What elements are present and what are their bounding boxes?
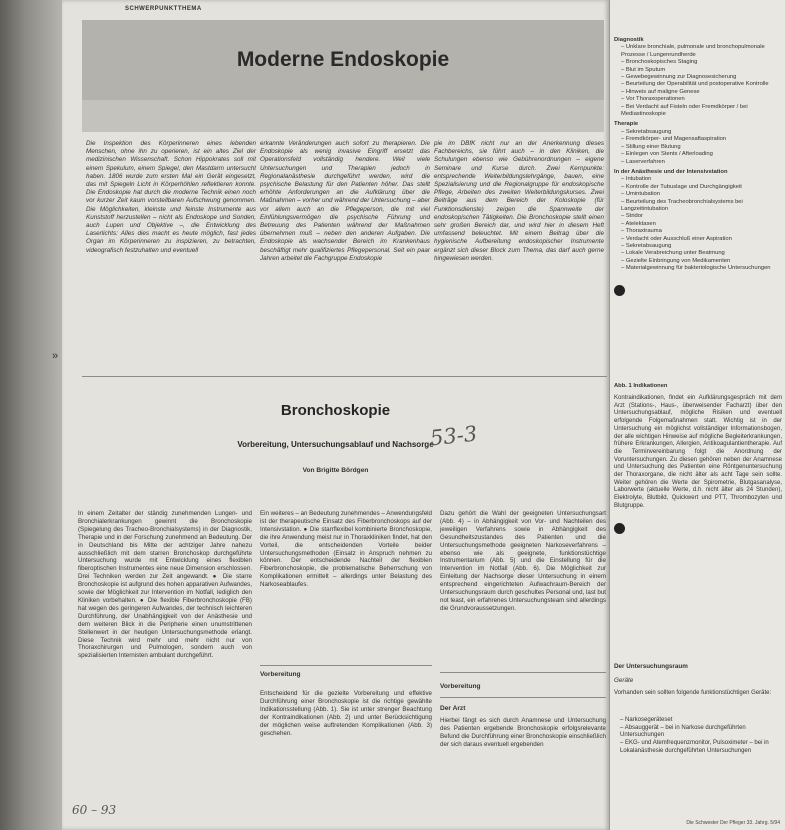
right-page (609, 0, 785, 830)
section-subheading: Geräte (614, 677, 634, 684)
list-item: – Thoraxtrauma (621, 228, 780, 235)
page-number: 60 – 93 (72, 803, 117, 817)
article-column-3b: Hierbei fängt es sich durch Anamnese und Untersuchung des Patienten ergebende Bronchoskopie erfolgsrelevante Befund die Durchführung einer Bronchoskopie einschließlich der sich daraus eventuell ergebenden (440, 717, 606, 748)
punch-hole (614, 285, 625, 296)
list-item: – Gewebegewinnung zur Diagnosesicherung (621, 74, 780, 81)
equipment-list (614, 717, 782, 756)
list-item: – Umintubation (621, 191, 780, 198)
list-item: – Fremdkörper- und Magensaftaspiration (621, 136, 780, 143)
article-column-3a: Dazu gehört die Wahl der geeigneten Untersuchungsart (Abb. 4) – in Abhängigkeit von Vor- und Nachteilen des jeweiligen Verfahrens sowie in Abhängigkeit des Gesundheitszustandes des Patienten und die Untersuchungsmethode geeigneten Narkoseverfahrens – ebenso wie als geeignete, funktionstüchtige Instrumentarium (Abb. 5) und die Einstellung für die Intervention im Notfall (Abb. 6). Die Möglichkeit zur Einleitung der Nachsorge dieser Untersuchung in einem entsprechend eingerichteten Aufwachraum-Bereich der Untersuchungsraum durch geschultes Personal und, last but not least, ein erfahrenes Untersuchungsteam sind allerdings die Grundvoraussetzungen. (440, 510, 606, 612)
section-heading: Der Untersuchungsraum (614, 663, 688, 670)
list-item: – Intubation (621, 176, 780, 183)
list-item: – Blut im Sputum (621, 67, 780, 74)
article-column-2b: Entscheidend für die gezielte Vorbereitung und effektive Durchführung einer Bronchoskopie ist die richtige gewählte Indikationsstellung (Abb. 1). Sie ist unter strenger Beachtung der Kontraindikationen (Abb. 2) und unter Berücksichtigung der möglichen weise auftretenden Komplikationen (Abb. 3) geschehen. (260, 690, 432, 737)
list-item: – Bronchoskopisches Staging (621, 59, 780, 66)
left-page (62, 0, 609, 830)
title-band (82, 20, 604, 132)
intro-column-3: pie im DBfK nicht nur an der Anerkennung dieses Fachbereichs, sie führt auch – in den Kliniken, die Schulungen ebenso wie Gebührenordnungen – eigene Seminare und Kurse durch. Zwei Kernpunkte: entsprechende Weiterbildungslehrgänge, bauen, eine Spezialisierung und die Regionalgruppe für endoskopische Pflege, Arbeiten des zweiten Weiterbildungskurses. Zwei Beiträge aus dem Bereich der Koloskopie (für Funktionsdienste) zeigen die Spannweite der endoskopischen Tätigkeiten. Die Bronchoskopie stellt einen sehr großen Bereich dar, und wird hier in diesem Heft umfassend beleuchtet. Mit einem Beitrag über die hygienische Aufbereitung endoskopischer Instrumente ergänzt sich dieser Block zum Thema, das darf auch gerne hingewiesen werden. (434, 140, 604, 262)
list-item: – Materialgewinnung für bakteriologische Untersuchungen (621, 265, 780, 272)
section-heading: Der Arzt (440, 705, 466, 712)
scan-binding-shadow (0, 0, 62, 830)
folio: Die Schwester Der Pfleger 33. Jahrg. 5/94 (686, 820, 780, 826)
list-item: – Atelektasen (621, 221, 780, 228)
sidebar-text: Kontraindikationen, findet ein Aufklärungsgespräch mit dem Arzt (Stations-, Haus-, überweisender Facharzt) über den Untersuchungsablauf, mögliche Risiken und eventuell erfolgende Folgemaßnahmen statt. Wichtig ist in der Untersuchung ein möglichst vollständiger Informationsbogen, der alle wichtigen Hinweise auf mögliche Begleiterkrankungen, frühere Erkrankungen, Allergien, Antikoagulantientherapie. Auf die Terminvereinbarung folgt die Anordnung der Voruntersuchungen. Zu diesen gehören neben der Anamnese und Untersuchung des Patienten eine Röntgenuntersuchung der Thoraxorgane, die nicht älter als acht Tage sein sollte. Weiter gehören die Werte der Spirometrie, Blutgasanalyse, Laborwerte (aktuelle Werte, d.h. nicht älter als 24 Stunden), Elektrolyte, Blutbild, Quickwert und PTT, Thrombozyten und Blutgruppe. (614, 395, 782, 509)
divider (440, 697, 606, 698)
intro-column-1: Die Inspektion des Körperinneren eines lebenden Menschen, ohne ihn zu operieren, ist ein altes Ziel der medizinischen Wissenschaft. Schon Hippokrates soll mit einem Spekulum, einem Spiegel, den Mastdarm untersucht haben. 1806 wurde zum ersten Mal ein Gerät eingesetzt, das mit Spiegeln Licht in Körperhöhlen reflektieren konnte. Die Endoskopie hat durch die moderne Technik einen noch vor kurzer Zeit kaum vorstellbaren Aufschwung genommen. Die Möglichkeiten, kleinste und feinste Instrumente aus Kunststoff herzustellen – nicht als Endoskope und Sonden, auch Lupen und Objektive –, die Entwicklung des Laserlichts: Alles dies macht es heute möglich, fast jedes Organ im Körperinneren zu inspizieren, zu betrachten, videografisch festzuhalten und eventuell (86, 140, 256, 254)
list-item: – Stridor (621, 213, 780, 220)
section-rubric: SCHWERPUNKTTHEMA (125, 6, 202, 12)
list-item: – Hinweis auf maligne Genese (621, 89, 780, 96)
group-title: In der Anästhesie und der Intensivstation (614, 168, 728, 175)
indications-box (614, 34, 780, 273)
list-item: – Verdacht oder Ausschluß einer Aspiration (621, 236, 780, 243)
article-title: Bronchoskopie (280, 402, 391, 419)
list-item: – Lokale Verabreichung unter Beatmung (621, 250, 780, 257)
divider (82, 376, 607, 377)
list-item: – Einlegen von Stents / Afterloading (621, 151, 780, 158)
list-item: – Laserverfahren (621, 159, 780, 166)
article-subtitle: Vorbereitung, Untersuchungsablauf und Nachsorge (237, 440, 434, 449)
list-item: – Sekretabsaugung (621, 129, 780, 136)
list-item: – Unklare bronchiale, pulmonale und bronchopulmonale Prozesse / Lungenrundherde (621, 44, 780, 59)
list-item: – Beurteilung des Tracheobronchialsystems bei Langzeitintubation (621, 199, 780, 214)
list-item: – Kontrolle der Tubuslage und Durchgängigkeit (621, 184, 780, 191)
article-column-2a: Ein weiteres – an Bedeutung zunehmendes – Anwendungsfeld ist der therapeutische Einsatz des Fiberbronchoskops auf der Intensivstation. ● Die starrflexibel kombinierte Bronchoskopie, die ihre Anwendung meist nur in Thoraxkliniken findet, hat den Vorteil, die entscheidenden Vorteile beider Untersuchungsmethoden (Einsatz in Anspruch nehmen zu können. Der entscheidende Nachteil der flexiblen Fiberbronchoskopie, die problematische Beherrschung von Komplikationen ermittelt – allerdings unter Belastung des Narkoseablaufes. (260, 510, 432, 589)
article-author: Von Brigitte Bördgen (302, 467, 369, 474)
figure-caption: Abb. 1 Indikationen (614, 383, 668, 389)
intro-column-2: erkannte Veränderungen auch sofort zu therapieren. Die Endoskopie als wenig invasive Eingriff ersetzt das Operationsfeld vollständig hendere. Weil viele Untersuchungen und Therapien jedoch in Regionalanästhesie durchgeführt werden, wird die psychische Belastung für den Patienten höher. Das stellt erhöhte Anforderungen an die Aufklärung über die Maßnahmen – vorher und während der Untersuchung – aber vor allem auch an die Pflegeperson, die mit viel Einfühlungsvermögen die psychische Führung und Betreuung des Patienten während der Maßnahmen übernehmen muß – neben den anderen Aufgaben. Die Endoskopie als wachsender Bereich im Krankenhaus beschäftigt mehr qualifiziertes Pflegepersonal. Seit ein paar Jahren arbeitet die Fachgruppe Endoskopie (260, 140, 430, 262)
list-item: – Gezielte Einbringung von Medikamenten (621, 258, 780, 265)
list-item: – Bei Verdacht auf Fisteln oder Fremdkörper / bei Mediastinoskopie (621, 104, 780, 119)
article-column-1: In einem Zeitalter der ständig zunehmenden Lungen- und Bronchialerkrankungen gewinnt die Bronchoskopie (Spiegelung des Tracheo-Bronchialsystems) in der Diagnostik, Therapie und in der Forschung zunehmend an Bedeutung. Der in Deutschland bis Mitte der achtziger Jahre nahezu ausschließlich mit dem starren Bronchoskop durchgeführte Untersuchung wurde mit Entwicklung eines flexiblen fiberoptischen Instrumentes eine neue Dimension erschlossen. Drei Techniken werden zur Zeit angewandt. ● Die starre Bronchoskopie ist aufgrund des hohen apparativen Aufwandes, sowie der Möglichkeit zur Intervention im Notfall, lediglich den Kliniken vorbehalten. ● Die flexible Fiberbronchoskopie (FB) hat wegen des geringeren Aufwandes, der technisch leichteren Durchführung, der Unabhängigkeit von der Anästhesie und dem weiteren Blick in die Peripherie einen unumstrittenen Stellenwert in der heutigen Untersuchungsmethode erlangt. Diese Technik wird mehr und mehr nicht nur von Thoraxchirurgen und Pulmologen, sondern auch von spezialisierten Internisten ambulant durchgeführt. (78, 510, 252, 660)
group-title: Diagnostik (614, 37, 644, 43)
main-title: Moderne Endoskopie (236, 48, 450, 71)
binding-mark: » (52, 350, 59, 362)
list-item: – EKG- und Atemfrequenzmonitor, Pulsoximeter – bei in Lokalanästhesie durchgeführten Untersuchungen (620, 740, 782, 755)
list-item: – Sekretabsaugung (621, 243, 780, 250)
list-item: – Stillung einer Blutung (621, 144, 780, 151)
list-item: – Beurteilung der Operabilität und postoperative Kontrolle (621, 81, 780, 88)
sidebar-text: Vorhanden sein sollten folgende funktionstüchtigen Geräte: (614, 690, 772, 696)
section-heading: Vorbereitung (440, 683, 481, 690)
list-item: – Narkosegeräteset (620, 717, 782, 725)
group-title: Therapie (614, 121, 639, 128)
handwritten-note: 53-3 (428, 421, 479, 451)
divider (440, 672, 606, 673)
divider (260, 665, 432, 666)
list-item: – Absauggerät – bei in Narkose durchgeführten Untersuchungen (620, 725, 782, 740)
section-heading: Vorbereitung (260, 671, 301, 678)
list-item: – Vor Thoraxoperationen (621, 96, 780, 103)
punch-hole (614, 523, 625, 534)
